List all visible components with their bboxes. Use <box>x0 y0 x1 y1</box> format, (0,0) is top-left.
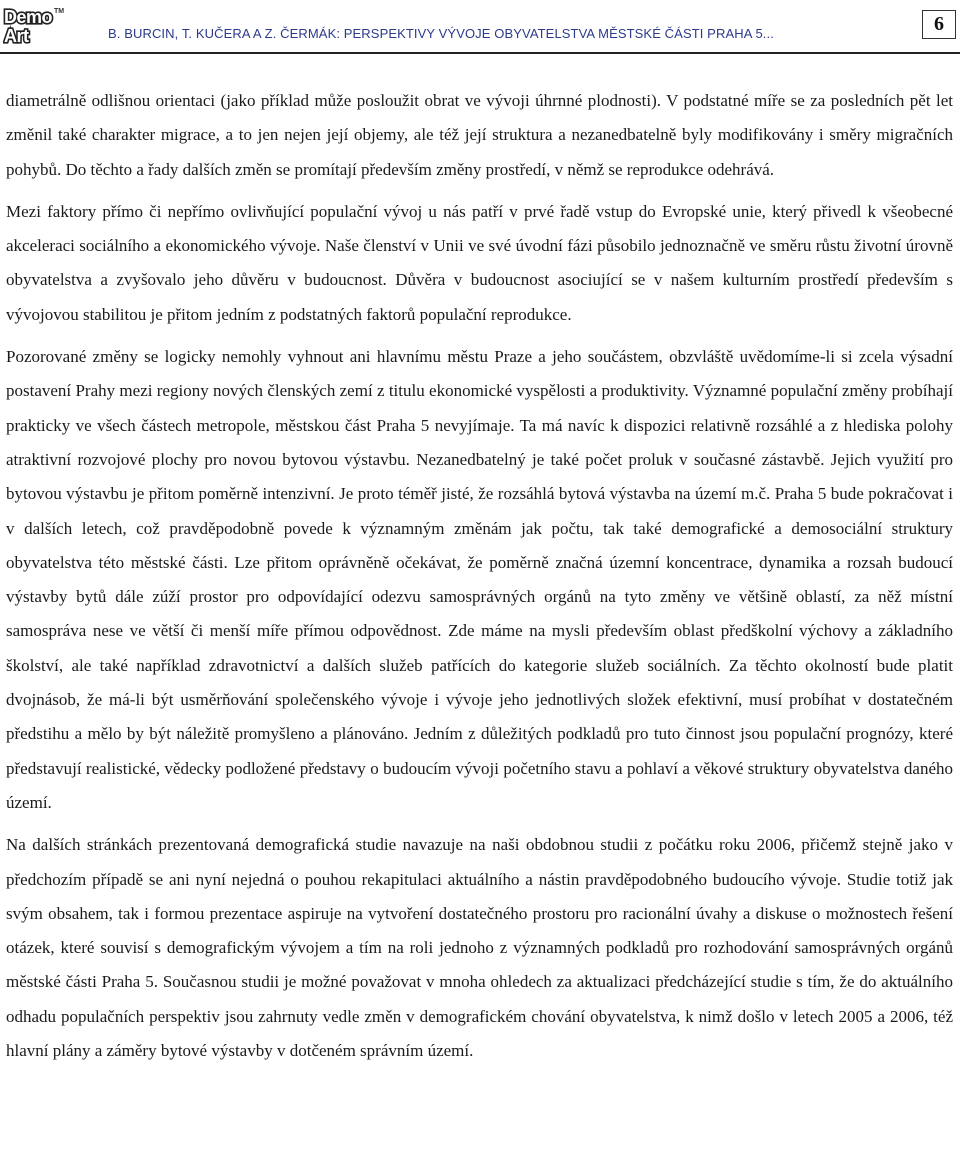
paragraph: diametrálně odlišnou orientaci (jako příklad může posloužit obrat ve vývoji úhrnné plodnosti). V podstatné míře se za posledních pět let změnil také charakter migrace, a to jen nejen její objemy, ale též její struktura a nezanedbatelně byly modifikovány i směry migračních pohybů. Do těchto a řady dalších změn se promítají především změny prostředí, v němž se reprodukce odehrává. <box>6 91 953 179</box>
svg-text:Demo: Demo <box>4 7 53 27</box>
svg-text:Art: Art <box>4 26 29 44</box>
running-title: B. BURCIN, T. KUČERA A Z. ČERMÁK: PERSPEKTIVY VÝVOJE OBYVATELSTVA MĚSTSKÉ ČÁSTI PRAHA 5... <box>108 26 774 41</box>
page-header <box>0 0 960 50</box>
demo-art-logo <box>3 4 65 44</box>
paragraph: Pozorované změny se logicky nemohly vyhnout ani hlavnímu městu Praze a jeho součástem, obzvláště uvědomíme-li si zcela výsadní postavení Prahy mezi regiony nových členských zemí z titulu ekonomické vyspělosti a produktivity. Významné populační změny probíhají prakticky ve všech částech metropole, městskou část Praha 5 nevyjímaje. Ta má navíc k dispozici relativně rozsáhlé a z hlediska polohy atraktivní rozvojové plochy pro novou bytovou výstavbu. Nezanedbatelný je také počet proluk v současné zástavbě. Jejich využití pro bytovou výstavbu je přitom poměrně intenzivní. Je proto téměř jisté, že rozsáhlá bytová výstavba na území m.č. Praha 5 bude pokračovat i v dalších letech, což pravděpodobně povede k významným změnám jak počtu, tak také demografické a demosociální struktury obyvatelstva této městské části. Lze přitom oprávněně očekávat, že poměrně značná územní koncentrace, dynamika a rozsah budoucí výstavby bytů dále zúží prostor pro odpovídající odezvu samosprávných orgánů na tyto změny ve většině oblastí, za něž místní samospráva nese ve větší či menší míře přímou odpovědnost. Zde máme na mysli především oblast předškolní výchovy a základního školství, ale také například zdravotnictví a dalších služeb patřících do kategorie služeb sociálních. Za těchto okolností bude platit dvojnásob, že má-li být usměrňování společenského vývoje i vývoje jeho jednotlivých složek efektivní, musí probíhat v dostatečném předstihu a mělo by být náležitě promyšleno a plánováno. Jedním z důležitých podkladů pro tuto činnost jsou populační prognózy, které představují realistické, vědecky podložené představy o budoucím vývoji početního stavu a pohlaví a věkové struktury obyvatelstva daného území. <box>6 347 953 812</box>
header-divider <box>0 52 960 54</box>
svg-text:TM: TM <box>54 8 65 15</box>
paragraph: Mezi faktory přímo či nepřímo ovlivňující populační vývoj u nás patří v prvé řadě vstup do Evropské unie, který přivedl k všeobecné akceleraci sociálního a ekonomického vývoje. Naše členství v Unii ve své úvodní fázi působilo jednoznačně ve směru růstu životní úrovně obyvatelstva a zvyšovalo jeho důvěru v budoucnost. Důvěra v budoucnost asociující se v našem kulturním prostředí především s vývojovou stabilitou je přitom jedním z podstatných faktorů populační reprodukce. <box>6 201 953 324</box>
paragraph: Na dalších stránkách prezentovaná demografická studie navazuje na naši obdobnou studii z počátku roku 2006, přičemž stejně jako v předchozím případě se ani nyní nejedná o pouhou rekapitulaci aktuálního a nástin pravděpodobného budoucího vývoje. Studie totiž jak svým obsahem, tak i formou prezentace aspiruje na vytvoření dostatečného prostoru pro racionální úvahy a diskuse o možnostech řešení otázek, které souvisí s demografickým vývojem a tím na roli jednoho z významných podkladů pro rozhodování samosprávných orgánů městské části Praha 5. Současnou studii je možné považovat v mnoha ohledech za aktualizaci předcházející studie s tím, že do aktuálního odhadu populačních perspektiv jsou zahrnuty vedle změn v demografickém chování obyvatelstva, k nimž došlo v letech 2005 a 2006, též hlavní plány a záměry bytové výstavby v dotčeném správním území. <box>6 835 953 1061</box>
page-number: 6 <box>922 10 956 39</box>
body-text <box>6 84 953 1076</box>
